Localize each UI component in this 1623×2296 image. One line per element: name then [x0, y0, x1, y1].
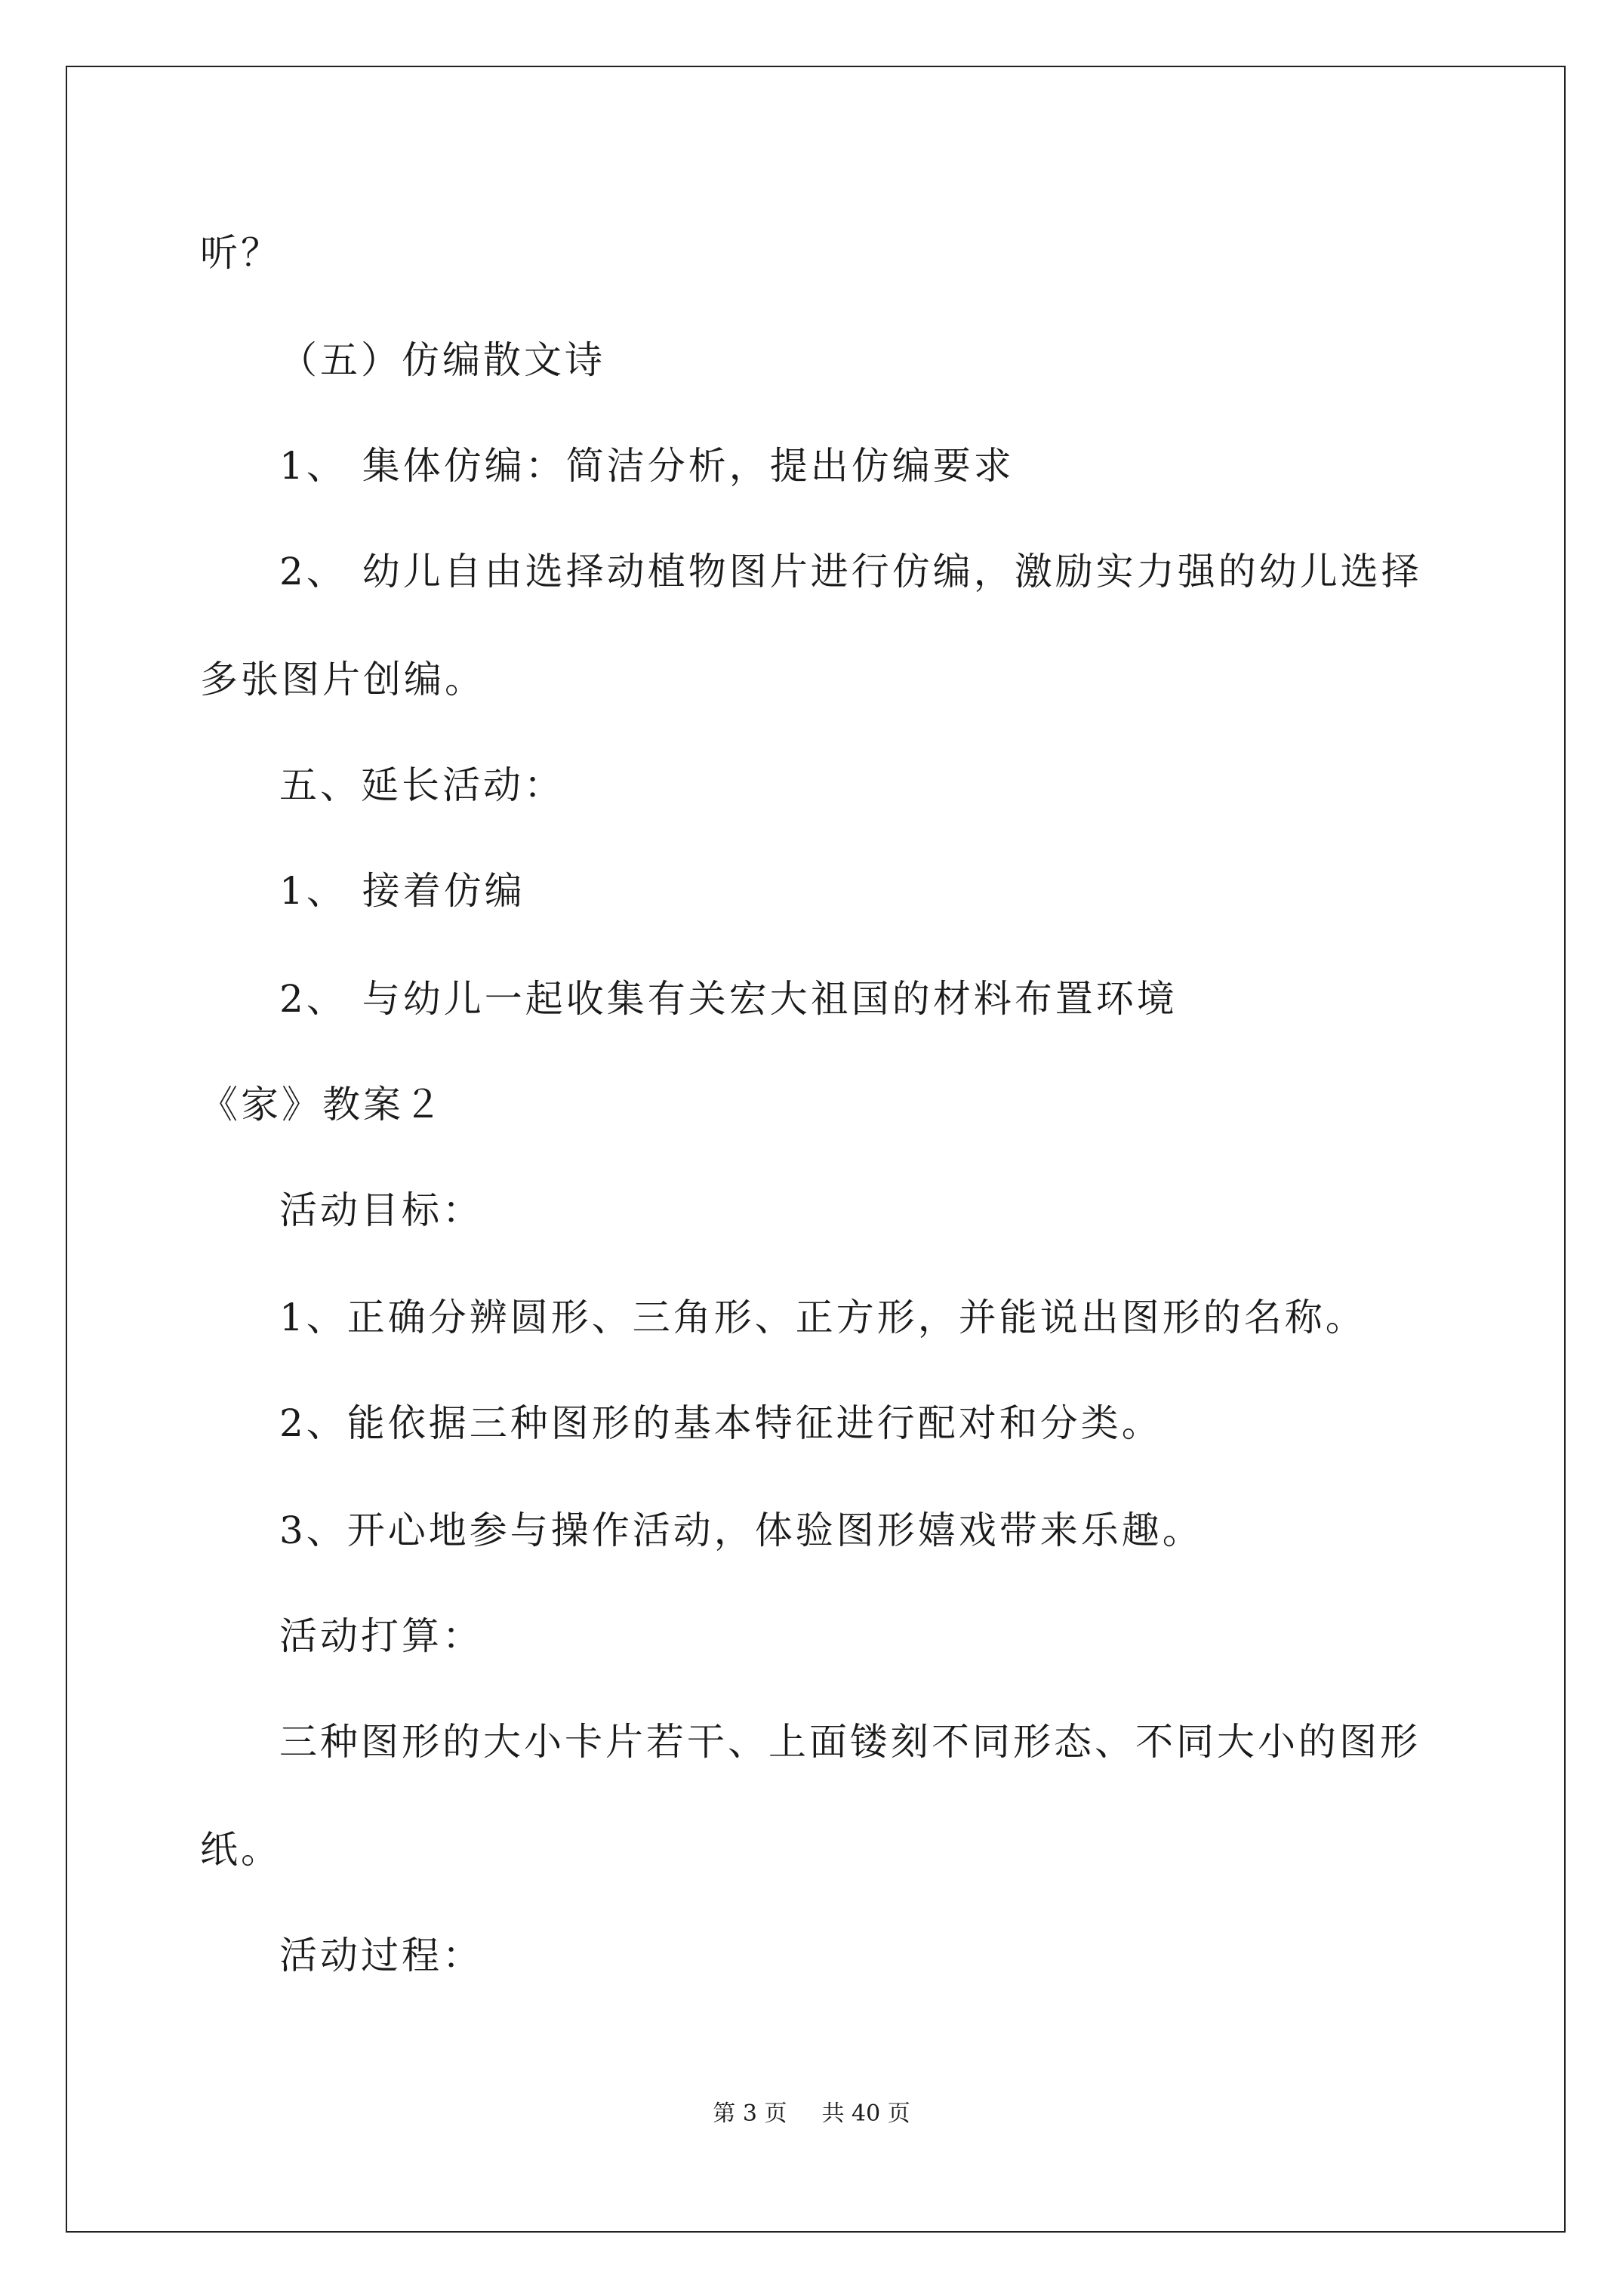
list-item: 1、正确分辨圆形、三角形、正方形，并能说出图形的名称。 — [279, 1296, 1366, 1339]
section-heading: （五）仿编散文诗 — [279, 338, 605, 382]
section-heading: 活动过程： — [279, 1934, 483, 1977]
list-item: 3、开心地参与操作活动，体验图形嬉戏带来乐趣。 — [279, 1509, 1203, 1552]
text-line: 三种图形的大小卡片若干、上面镂刻不同形态、不同大小的图形 — [279, 1720, 1421, 1764]
list-item: 2、 与幼儿一起收集有关宏大祖国的材料布置环境 — [279, 977, 1178, 1021]
section-heading: 活动打算： — [279, 1614, 483, 1658]
text-line: 听？ — [200, 231, 282, 275]
list-item: 1、 接着仿编 — [279, 869, 525, 913]
text-line: 纸。 — [200, 1828, 282, 1872]
list-item: 2、 幼儿自由选择动植物图片进行仿编，激励实力强的幼儿选择 — [279, 550, 1422, 593]
page-border — [66, 66, 1566, 2233]
page-footer — [0, 2099, 1623, 2129]
section-heading: 活动目标： — [279, 1188, 483, 1232]
text-line: 多张图片创编。 — [200, 658, 485, 701]
page-total: 共 40 页 — [821, 2100, 910, 2127]
section-heading: 五、延长活动： — [279, 763, 565, 807]
list-item: 2、能依据三种图形的基本特征进行配对和分类。 — [279, 1401, 1163, 1445]
page-number: 第 3 页 — [713, 2100, 787, 2127]
document-title: 《家》教案２ — [200, 1083, 445, 1126]
list-item: 1、 集体仿编：简洁分析，提出仿编要求 — [279, 444, 1015, 488]
